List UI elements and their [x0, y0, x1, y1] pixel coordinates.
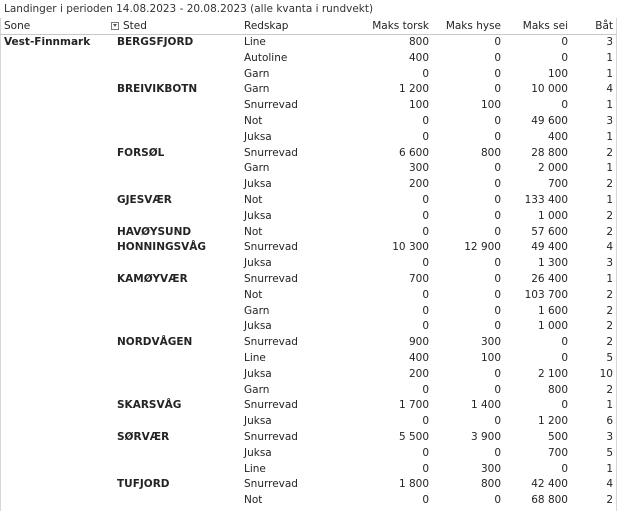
table-row [0, 477, 617, 493]
cell-sone [0, 446, 113, 462]
cell-maks-torsk: 0 [422, 257, 429, 270]
cell-maks-torsk: 0 [422, 114, 429, 127]
cell-redskap: Not [244, 114, 263, 127]
cell-sone [0, 161, 113, 177]
cell-maks-hyse: 0 [494, 367, 501, 380]
cell-sone [0, 67, 113, 83]
cell-bat: 10 [599, 367, 613, 380]
cell-maks-sei: 0 [561, 462, 568, 475]
cell-bat: 2 [606, 494, 613, 507]
cell-sone [0, 225, 113, 241]
table-row [0, 240, 617, 256]
cell-maks-sei: 10 000 [531, 83, 568, 96]
cell-maks-torsk: 300 [408, 162, 429, 175]
cell-sted: TUFJORD [117, 478, 170, 491]
cell-maks-torsk: 0 [422, 446, 429, 459]
cell-maks-torsk: 700 [408, 272, 429, 285]
table-row [0, 319, 617, 335]
cell-maks-sei: 1 300 [537, 257, 568, 270]
filter-icon[interactable] [111, 22, 119, 30]
table-row [0, 130, 617, 146]
cell-maks-torsk: 400 [408, 51, 429, 64]
cell-maks-sei: 400 [547, 130, 568, 143]
cell-sone [0, 462, 113, 478]
report-title: Landinger i perioden 14.08.2023 - 20.08.2023 (alle kvanta i rundvekt) [4, 3, 374, 15]
table-row [0, 493, 617, 509]
column-header-maks-hyse[interactable]: Maks hyse [433, 18, 505, 35]
cell-maks-sei: 500 [547, 430, 568, 443]
cell-redskap: Line [244, 36, 266, 48]
cell-maks-hyse: 3 900 [470, 430, 501, 443]
cell-maks-hyse: 0 [494, 36, 501, 48]
cell-maks-hyse: 0 [494, 494, 501, 507]
cell-sted: SØRVÆR [117, 430, 170, 443]
cell-redskap: Garn [244, 67, 270, 80]
table-row [0, 51, 617, 67]
cell-maks-sei: 103 700 [524, 288, 568, 301]
cell-bat: 2 [606, 178, 613, 191]
cell-sone [0, 193, 113, 209]
cell-sted [113, 383, 240, 399]
cell-bat: 2 [606, 304, 613, 317]
cell-redskap: Not [244, 193, 263, 206]
cell-redskap: Juksa [244, 257, 272, 270]
cell-bat: 1 [606, 162, 613, 175]
cell-bat: 3 [606, 430, 613, 443]
cell-redskap: Garn [244, 304, 270, 317]
cell-maks-hyse: 0 [494, 209, 501, 222]
cell-bat: 6 [606, 415, 613, 428]
cell-redskap: Garn [244, 83, 270, 96]
cell-maks-hyse: 300 [480, 462, 501, 475]
cell-maks-hyse: 0 [494, 114, 501, 127]
cell-maks-torsk: 800 [408, 36, 429, 48]
cell-sone [0, 240, 113, 256]
cell-sted [113, 367, 240, 383]
cell-redskap: Not [244, 288, 263, 301]
cell-sone [0, 398, 113, 414]
cell-maks-sei: 26 400 [531, 272, 568, 285]
cell-maks-sei: 700 [547, 178, 568, 191]
cell-sted [113, 98, 240, 114]
cell-sone [0, 351, 113, 367]
cell-sone [0, 146, 113, 162]
cell-bat: 2 [606, 209, 613, 222]
cell-maks-hyse: 100 [480, 99, 501, 112]
table-row [0, 304, 617, 320]
cell-maks-sei: 42 400 [531, 478, 568, 491]
cell-redskap: Snurrevad [244, 99, 298, 112]
cell-maks-sei: 0 [561, 51, 568, 64]
cell-redskap: Garn [244, 383, 270, 396]
cell-bat: 3 [606, 114, 613, 127]
cell-maks-sei: 1 600 [537, 304, 568, 317]
cell-redskap: Not [244, 494, 263, 507]
cell-bat: 2 [606, 383, 613, 396]
table-row [0, 398, 617, 414]
cell-maks-sei: 700 [547, 446, 568, 459]
cell-sone [0, 430, 113, 446]
table-row [0, 351, 617, 367]
cell-sted [113, 177, 240, 193]
cell-maks-hyse: 0 [494, 67, 501, 80]
column-header-maks-torsk[interactable]: Maks torsk [351, 18, 433, 35]
table-row [0, 114, 617, 130]
cell-bat: 3 [606, 257, 613, 270]
cell-redskap: Not [244, 225, 263, 238]
cell-maks-sei: 0 [561, 336, 568, 349]
cell-maks-hyse: 0 [494, 304, 501, 317]
table-row [0, 256, 617, 272]
cell-maks-torsk: 400 [408, 351, 429, 364]
column-header-redskap[interactable]: Redskap [240, 18, 351, 35]
cell-maks-torsk: 0 [422, 304, 429, 317]
cell-sted [113, 256, 240, 272]
cell-maks-hyse: 0 [494, 162, 501, 175]
cell-maks-hyse: 0 [494, 272, 501, 285]
cell-maks-torsk: 0 [422, 225, 429, 238]
cell-sone [0, 493, 113, 509]
cell-maks-hyse: 0 [494, 320, 501, 333]
table-row [0, 35, 617, 51]
cell-sted [113, 319, 240, 335]
cell-redskap: Juksa [244, 130, 272, 143]
cell-maks-sei: 49 400 [531, 241, 568, 254]
cell-maks-torsk: 0 [422, 67, 429, 80]
table-row [0, 335, 617, 351]
cell-maks-torsk: 0 [422, 383, 429, 396]
cell-maks-hyse: 0 [494, 51, 501, 64]
cell-sted: HONNINGSVÅG [117, 241, 207, 254]
cell-bat: 4 [606, 478, 613, 491]
cell-maks-torsk: 1 700 [398, 399, 429, 412]
table-row [0, 367, 617, 383]
cell-redskap: Juksa [244, 415, 272, 428]
cell-maks-hyse: 0 [494, 257, 501, 270]
cell-bat: 2 [606, 225, 613, 238]
cell-maks-torsk: 0 [422, 494, 429, 507]
cell-sone [0, 98, 113, 114]
cell-sone [0, 288, 113, 304]
cell-maks-torsk: 0 [422, 209, 429, 222]
cell-bat: 3 [606, 36, 613, 48]
cell-redskap: Line [244, 351, 266, 364]
cell-bat: 5 [606, 351, 613, 364]
table-row [0, 67, 617, 83]
cell-sted [113, 493, 240, 509]
cell-sted [113, 130, 240, 146]
table-row [0, 272, 617, 288]
table-row [0, 161, 617, 177]
column-header-sted[interactable]: Sted [113, 18, 240, 35]
cell-maks-sei: 28 800 [531, 146, 568, 159]
cell-maks-hyse: 0 [494, 83, 501, 96]
cell-maks-hyse: 0 [494, 415, 501, 428]
cell-sone [0, 304, 113, 320]
cell-maks-torsk: 900 [408, 336, 429, 349]
cell-maks-sei: 0 [561, 399, 568, 412]
cell-maks-hyse: 300 [480, 336, 501, 349]
cell-redskap: Snurrevad [244, 399, 298, 412]
landings-table [0, 18, 617, 509]
cell-maks-sei: 49 600 [531, 114, 568, 127]
cell-maks-hyse: 0 [494, 288, 501, 301]
cell-redskap: Juksa [244, 209, 272, 222]
cell-maks-torsk: 1 200 [398, 83, 429, 96]
table-row [0, 225, 617, 241]
cell-maks-sei: 100 [547, 67, 568, 80]
table-row [0, 430, 617, 446]
cell-maks-torsk: 0 [422, 193, 429, 206]
cell-sone [0, 414, 113, 430]
cell-maks-torsk: 6 600 [398, 146, 429, 159]
cell-maks-hyse: 0 [494, 446, 501, 459]
cell-maks-sei: 133 400 [524, 193, 568, 206]
cell-sted: NORDVÅGEN [117, 336, 193, 349]
cell-sone [0, 177, 113, 193]
cell-bat: 2 [606, 336, 613, 349]
cell-redskap: Snurrevad [244, 430, 298, 443]
cell-redskap: Snurrevad [244, 336, 298, 349]
table-row [0, 288, 617, 304]
cell-maks-torsk: 10 300 [392, 241, 429, 254]
cell-redskap: Juksa [244, 320, 272, 333]
cell-maks-hyse: 12 900 [464, 241, 501, 254]
table-row [0, 193, 617, 209]
cell-maks-torsk: 1 800 [398, 478, 429, 491]
cell-maks-sei: 1 200 [537, 415, 568, 428]
cell-bat: 2 [606, 288, 613, 301]
cell-sted [113, 462, 240, 478]
cell-sted [113, 67, 240, 83]
cell-redskap: Juksa [244, 178, 272, 191]
cell-bat: 4 [606, 241, 613, 254]
cell-sone [0, 82, 113, 98]
cell-sted: BERGSFJORD [117, 36, 194, 48]
cell-maks-torsk: 200 [408, 178, 429, 191]
cell-sone [0, 335, 113, 351]
cell-maks-torsk: 0 [422, 288, 429, 301]
cell-sted: HAVØYSUND [117, 225, 192, 238]
table-row [0, 383, 617, 399]
cell-bat: 1 [606, 51, 613, 64]
table-row [0, 177, 617, 193]
cell-maks-hyse: 0 [494, 193, 501, 206]
cell-sone [0, 477, 113, 493]
cell-sone [0, 272, 113, 288]
table-row [0, 146, 617, 162]
table-row [0, 462, 617, 478]
cell-sted [113, 209, 240, 225]
cell-redskap: Line [244, 462, 266, 475]
cell-maks-torsk: 0 [422, 462, 429, 475]
cell-maks-sei: 0 [561, 99, 568, 112]
cell-maks-hyse: 1 400 [470, 399, 501, 412]
cell-maks-hyse: 0 [494, 178, 501, 191]
column-header-sone[interactable]: Sone [0, 18, 113, 35]
cell-sone [0, 51, 113, 67]
cell-sone [0, 130, 113, 146]
cell-maks-hyse: 800 [480, 146, 501, 159]
cell-maks-torsk: 0 [422, 415, 429, 428]
cell-sone [0, 383, 113, 399]
cell-bat: 1 [606, 67, 613, 80]
cell-bat: 1 [606, 99, 613, 112]
cell-sone [0, 114, 113, 130]
cell-bat: 1 [606, 399, 613, 412]
cell-redskap: Snurrevad [244, 478, 298, 491]
cell-maks-hyse: 0 [494, 225, 501, 238]
cell-maks-torsk: 0 [422, 320, 429, 333]
cell-bat: 2 [606, 146, 613, 159]
cell-maks-hyse: 0 [494, 383, 501, 396]
table-row [0, 446, 617, 462]
cell-maks-hyse: 100 [480, 351, 501, 364]
cell-sone [0, 209, 113, 225]
cell-bat: 1 [606, 272, 613, 285]
cell-maks-sei: 2 000 [537, 162, 568, 175]
cell-sted [113, 288, 240, 304]
cell-maks-sei: 0 [561, 36, 568, 48]
header-row [0, 18, 617, 35]
cell-sted [113, 114, 240, 130]
cell-maks-hyse: 0 [494, 130, 501, 143]
table-row [0, 209, 617, 225]
column-header-bat[interactable]: Båt [572, 18, 617, 35]
cell-maks-sei: 800 [547, 383, 568, 396]
cell-sted: KAMØYVÆR [117, 272, 188, 285]
cell-sone [0, 319, 113, 335]
cell-maks-sei: 57 600 [531, 225, 568, 238]
cell-sted [113, 446, 240, 462]
cell-sted [113, 161, 240, 177]
cell-redskap: Snurrevad [244, 272, 298, 285]
cell-redskap: Autoline [244, 51, 288, 64]
cell-bat: 4 [606, 83, 613, 96]
cell-bat: 1 [606, 462, 613, 475]
cell-maks-torsk: 0 [422, 130, 429, 143]
cell-maks-sei: 2 100 [537, 367, 568, 380]
column-header-maks-sei[interactable]: Maks sei [505, 18, 572, 35]
cell-maks-torsk: 5 500 [398, 430, 429, 443]
cell-maks-torsk: 200 [408, 367, 429, 380]
cell-redskap: Garn [244, 162, 270, 175]
cell-maks-hyse: 800 [480, 478, 501, 491]
cell-sone [0, 256, 113, 272]
cell-bat: 5 [606, 446, 613, 459]
cell-bat: 1 [606, 193, 613, 206]
cell-sted [113, 351, 240, 367]
cell-sone [0, 367, 113, 383]
cell-sted: SKARSVÅG [117, 399, 182, 412]
table-row [0, 98, 617, 114]
table-row [0, 82, 617, 98]
cell-maks-sei: 68 800 [531, 494, 568, 507]
cell-bat: 2 [606, 320, 613, 333]
cell-maks-sei: 1 000 [537, 320, 568, 333]
cell-sted: BREIVIKBOTN [117, 83, 198, 96]
cell-redskap: Juksa [244, 446, 272, 459]
cell-sone: Vest-Finnmark [4, 36, 91, 48]
cell-redskap: Snurrevad [244, 241, 298, 254]
cell-sted: FORSØL [117, 146, 165, 159]
cell-sted: GJESVÆR [117, 193, 172, 206]
cell-redskap: Juksa [244, 367, 272, 380]
cell-maks-torsk: 100 [408, 99, 429, 112]
cell-sted [113, 51, 240, 67]
cell-maks-sei: 0 [561, 351, 568, 364]
cell-sted [113, 414, 240, 430]
cell-bat: 1 [606, 130, 613, 143]
table-row [0, 414, 617, 430]
cell-sted [113, 304, 240, 320]
cell-redskap: Snurrevad [244, 146, 298, 159]
cell-maks-sei: 1 000 [537, 209, 568, 222]
